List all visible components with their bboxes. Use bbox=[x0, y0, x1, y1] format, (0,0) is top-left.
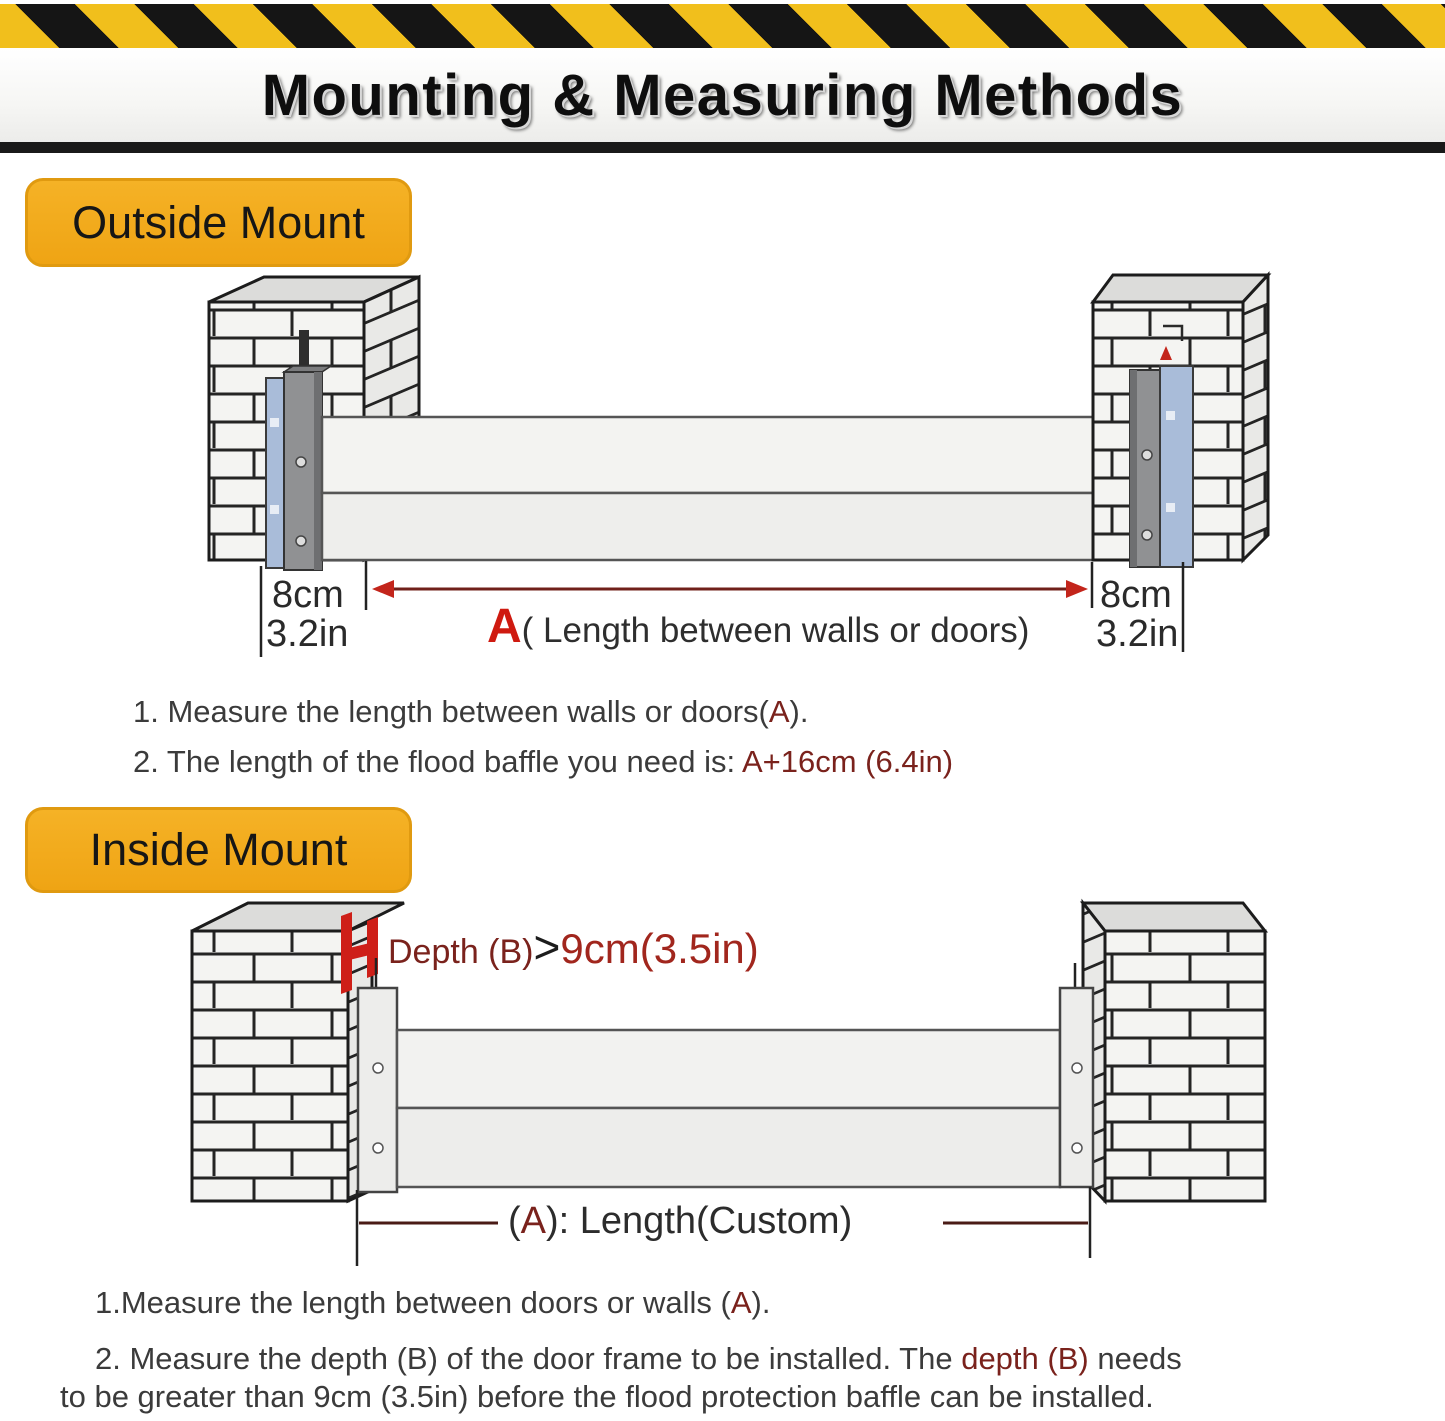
inside-length-label: (A): Length(Custom) bbox=[508, 1200, 853, 1242]
outside-right-in-label: 3.2in bbox=[1096, 613, 1179, 655]
inside-step-1: 1.Measure the length between doors or walls (A). bbox=[95, 1285, 771, 1320]
span-label-text: ( Length between walls or doors) bbox=[521, 611, 1030, 650]
screw-hole bbox=[1142, 530, 1152, 540]
outside-left-cm-label: 8cm bbox=[272, 574, 344, 616]
inside-left-bracket bbox=[358, 958, 397, 1192]
screw-hole bbox=[373, 1143, 383, 1153]
outside-flood-baffle bbox=[322, 417, 1130, 560]
inside-mount-badge-label: Inside Mount bbox=[89, 824, 348, 875]
inside-flood-baffle bbox=[397, 1030, 1060, 1187]
inside-right-bracket bbox=[1060, 963, 1093, 1187]
outside-span-label bbox=[487, 600, 1030, 653]
screw-hole bbox=[296, 536, 306, 546]
inside-step-2-line1: 2. Measure the depth (B) of the door frame to be installed. The depth (B) needs bbox=[95, 1341, 1182, 1376]
outside-right-cm-label: 8cm bbox=[1100, 574, 1172, 616]
inside-right-pillar bbox=[1083, 903, 1265, 1201]
span-label-a: A bbox=[487, 600, 522, 653]
outside-mount-badge-label: Outside Mount bbox=[72, 196, 365, 248]
screw-hole bbox=[1072, 1063, 1082, 1073]
outside-left-in-label: 3.2in bbox=[266, 613, 349, 655]
inside-step-2-line2: to be greater than 9cm (3.5in) before the flood protection baffle can be installed. bbox=[60, 1379, 1154, 1414]
screw-hole bbox=[1142, 450, 1152, 460]
inside-depth-label: Depth (B) > 9cm(3.5in) bbox=[388, 921, 759, 973]
outside-right-bracket bbox=[1130, 366, 1193, 567]
screw-hole bbox=[373, 1063, 383, 1073]
outside-step-2: 2. The length of the flood baffle you need is: A+16cm (6.4in) bbox=[133, 744, 954, 779]
screw-hole bbox=[1072, 1143, 1082, 1153]
screw-hole bbox=[296, 457, 306, 467]
outside-step-1: 1. Measure the length between walls or doors(A). bbox=[133, 694, 809, 729]
page-title: Mounting & Measuring Methods bbox=[261, 62, 1184, 128]
